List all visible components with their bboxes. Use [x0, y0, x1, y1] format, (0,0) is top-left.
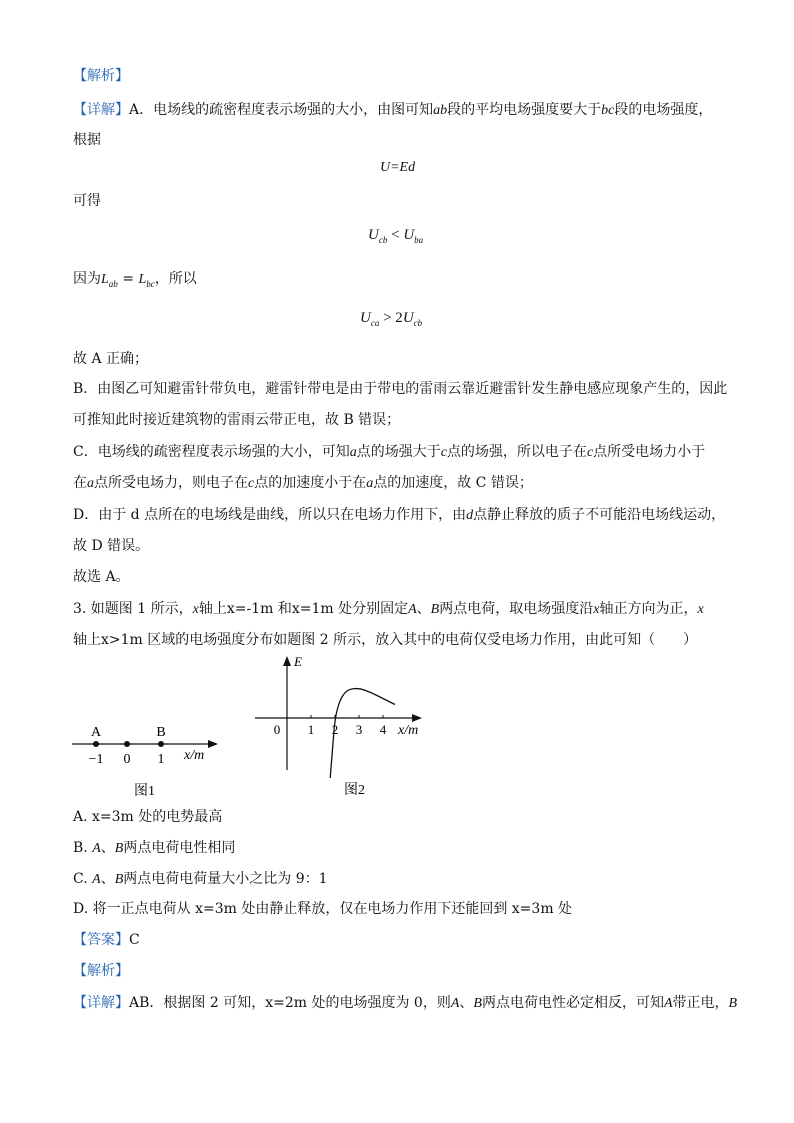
q3-analysis-label: 【解析】: [73, 963, 129, 979]
equation-Uca-gt-2Ucb: $U_{ca} > 2U_{cb}$: [360, 310, 423, 328]
q3-line1: 3. 如题图 1 所示，x轴上x=-1m 和x=1m 处分别固定A、B两点电荷，取电场强度沿x轴正方向为正，x: [73, 601, 704, 617]
fig2-tick-3: 3: [355, 722, 363, 737]
B-line2: 可推知此时接近建筑物的雷雨云带正电，故 B 错误；: [73, 412, 401, 428]
C-line1: C．电场线的疏密程度表示场强的大小，可知a点的场强大于c点的场强，所以电子在c点所受电场力小于: [73, 444, 706, 460]
fig1-arrow: [208, 740, 218, 748]
D-line1: D．由于 d 点所在的电场线是曲线，所以只在电场力作用下，由d点静止释放的质子不可能沿电场线运动，: [73, 507, 726, 523]
var-bc: bc: [601, 103, 615, 118]
fig2-caption: 图2: [344, 783, 365, 798]
option-C: C. A、B两点电荷电荷量大小之比为 9：1: [73, 871, 328, 887]
fig2-x-label: x/m: [398, 723, 419, 738]
D-line2: 故 D 错误。: [73, 538, 150, 554]
fig1-label-A: A: [90, 725, 102, 740]
fig2-tick-4: 4: [379, 722, 387, 737]
genju-line: 根据: [73, 132, 101, 148]
fig2-x-arrow: [412, 714, 422, 722]
fig2-tick-0: 0: [273, 722, 281, 737]
fig2-tick-1: 1: [307, 722, 315, 737]
fig1-point-B: [158, 741, 164, 747]
text: A．电场线的疏密程度表示场强的大小，由图可知: [129, 102, 434, 118]
fig2-y-label: E: [294, 654, 302, 669]
B-line1: B．由图乙可知避雷针带负电，避雷针带电是由于带电的雷雨云靠近避雷针发生静电感应现象产生的，因此: [73, 381, 728, 397]
A-conclusion: 故 A 正确；: [73, 351, 149, 367]
equation-Ucb-lt-Uba: $U_{cb} < U_{ba}$: [368, 227, 424, 245]
fig1-axis-label: x/m: [184, 748, 205, 763]
text: 段的平均电场强度要大于: [447, 102, 602, 118]
fig1-caption: 图1: [134, 784, 155, 799]
fig2-y-arrow: [283, 656, 291, 666]
option-B: B. A、B两点电荷电性相同: [73, 840, 236, 856]
var-ab: ab: [433, 103, 448, 118]
condition-line: 因为$L_{ab} = L_{bc}$，所以: [73, 271, 197, 289]
figure-1: [66, 715, 246, 805]
fig1-tick-0: 0: [123, 752, 131, 767]
kede-line: 可得: [73, 193, 101, 209]
detail-A-line1: [73, 100, 712, 121]
figure-2: [250, 650, 430, 800]
option-D: D. 将一正点电荷从 x=3m 处由静止释放，仅在电场力作用下还能回到 x=3m 处: [73, 901, 573, 917]
option-A: A. x=3m 处的电势最高: [73, 809, 223, 825]
fig2-tick-2: 2: [331, 722, 339, 737]
fig1-point-A: [93, 741, 99, 747]
choose-line: 故选 A。: [73, 569, 130, 585]
q3-detail-line: 【详解】AB．根据图 2 可知，x=2m 处的电场强度为 0，则A、B两点电荷电性必定相反，可知A带正电，B: [73, 995, 738, 1011]
analysis-label: 【解析】: [73, 68, 129, 84]
fig1-point-0: [124, 741, 130, 747]
equation-U-Ed: U=Ed: [380, 160, 416, 175]
q3-line2: 轴上x>1m 区域的电场强度分布如题图 2 所示，放入其中的电荷仅受电场力作用，由此可知（ ）: [73, 632, 698, 648]
detail-label: 【详解】: [73, 102, 129, 118]
text: 段的电场强度，: [614, 102, 713, 118]
fig1-tick-1: 1: [157, 752, 165, 767]
C-line2: 在a点所受电场力，则电子在c点的加速度小于在a点的加速度，故 C 错误；: [73, 475, 533, 491]
answer-line: 【答案】C: [73, 932, 140, 948]
fig1-label-B: B: [156, 725, 166, 740]
fig1-tick-neg1: −1: [88, 752, 104, 767]
